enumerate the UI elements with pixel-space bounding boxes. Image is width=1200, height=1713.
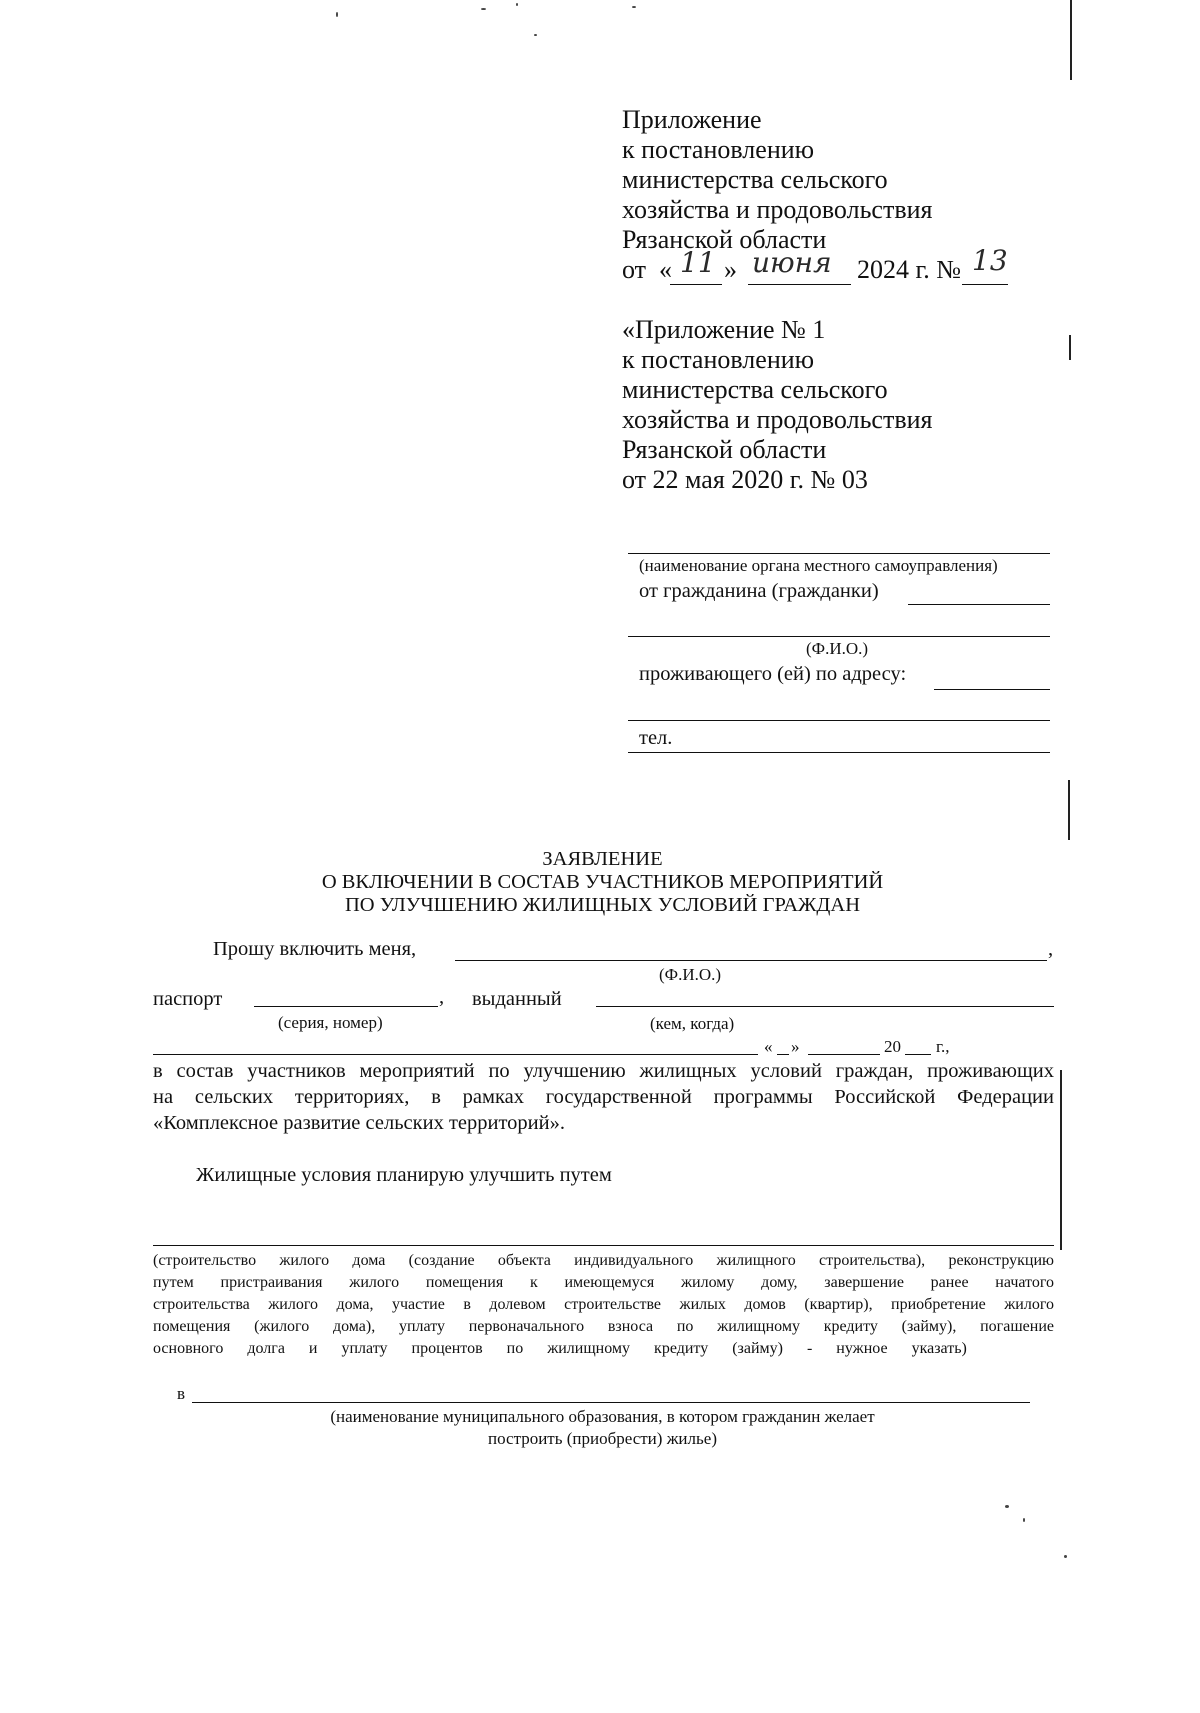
- phone-line[interactable]: [628, 752, 1050, 753]
- phone-label: тел.: [639, 727, 673, 749]
- address-line-full[interactable]: [628, 720, 1050, 721]
- original-line: «Приложение № 1: [622, 315, 826, 344]
- options-line: [153, 1338, 1054, 1360]
- approval-line: Приложение: [622, 105, 762, 134]
- scan-edge-mark: [1068, 780, 1070, 840]
- scan-speck: [1023, 1518, 1025, 1522]
- options-line: помещения (жилого дома), уплату первоначального взноса по жилищному кредиту (займу), погашение: [153, 1318, 1054, 1335]
- issuer-hint: (кем, когда): [650, 1014, 735, 1033]
- passport-series-line[interactable]: [254, 1006, 438, 1007]
- original-line: хозяйства и продовольствия: [622, 405, 933, 434]
- original-line: к постановлению: [622, 345, 815, 374]
- municipality-hint: [300, 1406, 905, 1450]
- scan-speck: [1005, 1505, 1009, 1508]
- issued-label: выданный: [472, 988, 562, 1010]
- municipality-hint-line: (наименование муниципального образования, в котором гражданин желает: [330, 1407, 875, 1426]
- approval-date-row: [622, 253, 646, 286]
- issue-day-line[interactable]: [777, 1054, 789, 1055]
- scan-speck: [336, 12, 338, 17]
- title-line: О ВКЛЮЧЕНИИ В СОСТАВ УЧАСТНИКОВ МЕРОПРИЯТИЙ: [321, 871, 884, 893]
- passport-comma: ,: [439, 986, 445, 1008]
- original-line: Рязанской области: [622, 435, 827, 464]
- plan-text: Жилищные условия планирую улучшить путем: [196, 1164, 612, 1186]
- organ-name-hint: (наименование органа местного самоуправления): [639, 556, 998, 575]
- issue-year-line[interactable]: [905, 1054, 931, 1055]
- request-label: Прошу включить меня,: [213, 938, 417, 960]
- scan-edge-mark: [1069, 335, 1071, 360]
- number-underline: [962, 284, 1008, 285]
- approval-line: хозяйства и продовольствия: [622, 195, 933, 224]
- scan-speck: [534, 34, 537, 36]
- issue-year-suffix: г.,: [936, 1037, 950, 1056]
- statement-title: [300, 848, 905, 917]
- title-line: ПО УЛУЧШЕНИЮ ЖИЛИЩНЫХ УСЛОВИЙ ГРАЖДАН: [344, 894, 861, 916]
- original-appendix-block: [622, 313, 932, 496]
- options-line: путем пристраивания жилого помещения к имеющемуся жилому дому, завершение ранее начатого: [153, 1274, 1054, 1291]
- scan-edge-mark: [1060, 1070, 1062, 1250]
- paragraph-line: на сельских территориях, в рамках государственной программы Российской Федерации: [153, 1086, 1054, 1108]
- issue-century: 20: [884, 1037, 901, 1056]
- issuer-line[interactable]: [596, 1006, 1054, 1007]
- day-underline: [670, 284, 722, 285]
- citizen-fio-line[interactable]: [628, 636, 1050, 637]
- applicant-fio-hint: (Ф.И.О.): [659, 965, 722, 984]
- options-line: строительства жилого дома, участие в долевом строительстве жилых домов (квартир), приобретение жилого: [153, 1296, 1054, 1313]
- year-number-label: 2024 г. №: [857, 255, 962, 284]
- in-label: в: [177, 1384, 186, 1403]
- address-line-short[interactable]: [934, 689, 1050, 690]
- citizen-fio-hint: (Ф.И.О.): [806, 639, 869, 658]
- passport-label: паспорт: [153, 988, 223, 1010]
- from-citizen-label: от гражданина (гражданки): [639, 580, 879, 602]
- scan-speck: [1064, 1555, 1067, 1558]
- options-last-line: основного долга и уплату процентов по жилищному кредиту (займу) - нужное указать): [153, 1340, 967, 1357]
- organ-name-line[interactable]: [628, 553, 1050, 554]
- date-quote-close: »: [724, 255, 737, 284]
- scan-edge-mark: [1070, 0, 1072, 80]
- approval-line: Рязанской области: [622, 225, 827, 254]
- original-line: от 22 мая 2020 г. № 03: [622, 465, 868, 494]
- municipality-hint-line: построить (приобрести) жилье): [488, 1429, 717, 1448]
- improvement-method-line[interactable]: [153, 1245, 1054, 1246]
- request-comma: ,: [1048, 938, 1054, 960]
- scan-speck: [632, 6, 636, 8]
- handwritten-number: 13: [972, 244, 1008, 277]
- date-prefix: от: [622, 255, 647, 284]
- title-line: ЗАЯВЛЕНИЕ: [542, 848, 663, 870]
- month-underline: [748, 284, 851, 285]
- address-label: проживающего (ей) по адресу:: [639, 663, 907, 685]
- from-citizen-line[interactable]: [908, 604, 1050, 605]
- issue-month-line[interactable]: [808, 1054, 880, 1055]
- date-quote-open: «: [659, 255, 672, 284]
- original-line: министерства сельского: [622, 375, 888, 404]
- series-hint: (серия, номер): [278, 1013, 383, 1032]
- applicant-fio-line[interactable]: [455, 960, 1047, 961]
- handwritten-month: июня: [752, 246, 832, 279]
- paragraph-line: «Комплексное развитие сельских территорий».: [153, 1112, 565, 1134]
- handwritten-day: 11: [680, 246, 716, 279]
- approval-line: к постановлению: [622, 135, 815, 164]
- scan-speck: [481, 8, 486, 10]
- options-line: (строительство жилого дома (создание объекта индивидуального жилищного строительства), реконструкцию: [153, 1252, 1054, 1269]
- issue-date-quote-open: «: [764, 1037, 773, 1056]
- paragraph-line: в состав участников мероприятий по улучшению жилищных условий граждан, проживающих: [153, 1060, 1054, 1082]
- scan-speck: [516, 3, 518, 6]
- issuer-continuation-line[interactable]: [153, 1054, 758, 1055]
- approval-block: [622, 103, 932, 256]
- municipality-line[interactable]: [192, 1402, 1030, 1403]
- issue-date-quote-close: »: [791, 1037, 800, 1056]
- approval-line: министерства сельского: [622, 165, 888, 194]
